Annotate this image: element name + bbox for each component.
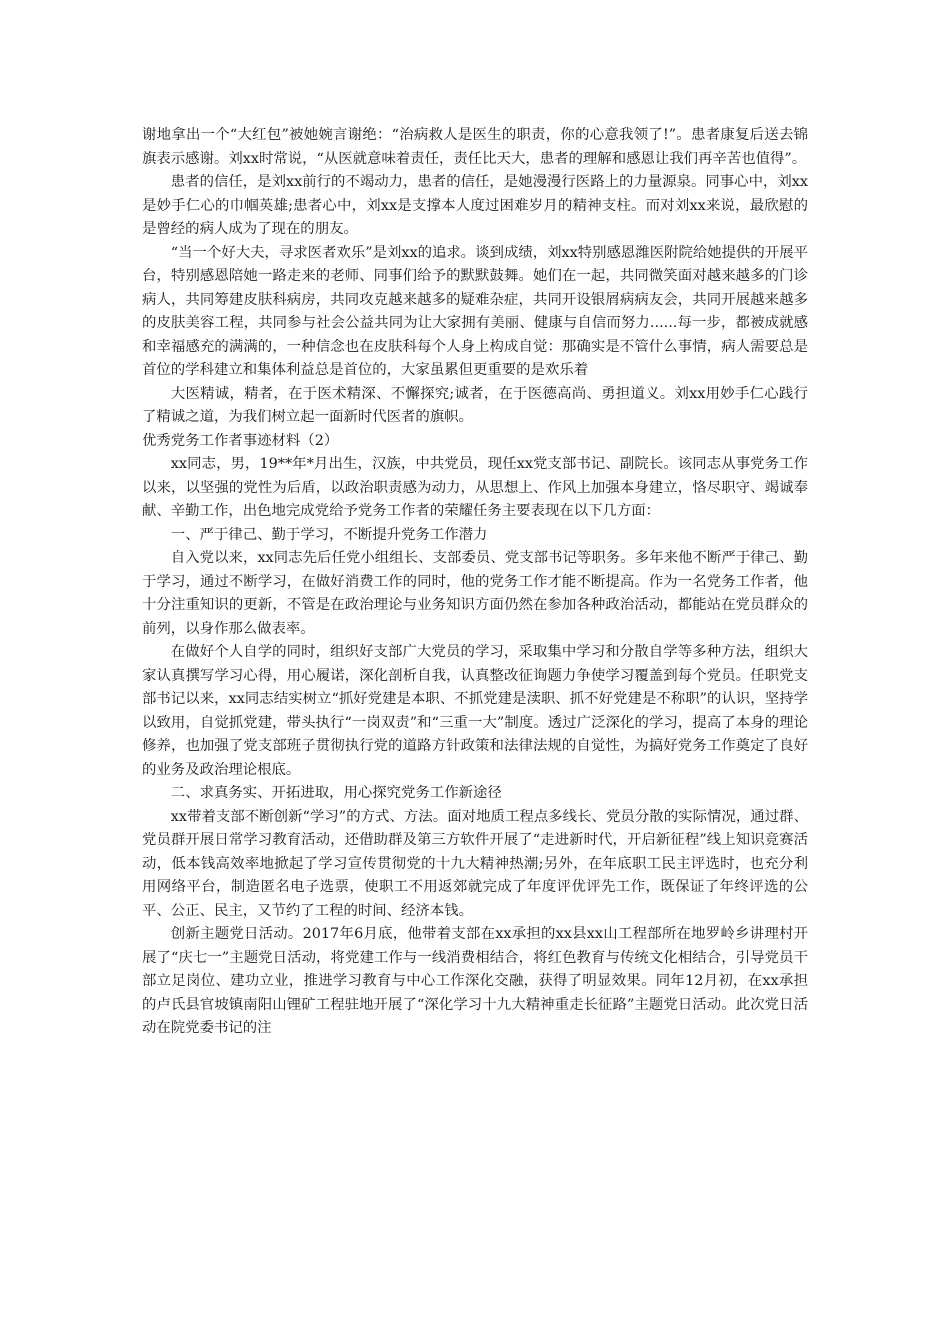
paragraph: “当一个好大夫，寻求医者欢乐”是刘xx的追求。谈到成绩，刘xx特别感恩潍医附院给她提供的开展平台，特别感恩陪她一路走来的老师、同事们给予的默默鼓舞。她们在一起，共同微笑面对越来越多的门诊病人，共同筹建皮肤科病房，共同攻克越来越多的疑难杂症，共同开设银屑病病友会，共同开展越来越多的皮肤美容工程，共同参与社会公益共同为让大家拥有美丽、健康与自信而努力......每一步，都被成就感和幸福感充的满满的，一种信念也在皮肤科每个人身上构成自觉：那确实是不管什么事情，病人需要总是首位的学科建立和集体利益总是首位的，大家虽累但更重要的是欢乐着 — [142, 244, 808, 378]
paragraph: 大医精诚，精者，在于医术精深、不懈探究;诚者，在于医德高尚、勇担道义。刘xx用妙手仁心践行了精诚之道，为我们树立起一面新时代医者的旗帜。 — [142, 385, 808, 425]
paragraph: 创新主题党日活动。2017年6月底，他带着支部在xx承担的xx县xx山工程部所在地罗岭乡讲理村开展了“庆七一”主题党日活动，将党建工作与一线消费相结合，将红色教育与传统文化相结合，引导党员干部立足岗位、建功立业，推进学习教育与中心工作深化交融，获得了明显效果。同年12月初，在xx承担的卢氏县官坡镇南阳山锂矿工程驻地开展了“深化学习十九大精神重走长征路”主题党日活动。此次党日活动在院党委书记的注 — [142, 926, 808, 1036]
paragraph: 在做好个人自学的同时，组织好支部广大党员的学习，采取集中学习和分散自学等多种方法，组织大家认真撰写学习心得，用心履诺，深化剖析自我，认真整改征询题力争使学习覆盖到每个党员。任职党支部书记以来，xx同志结实树立“抓好党建是本职、不抓党建是渎职、抓不好党建是不称职”的认识，坚持学以致用，自觉抓党建，带头执行“一岗双责”和“三重一大”制度。透过广泛深化的学习，提高了本身的理论修养，也加强了党支部班子贯彻执行党的道路方针政策和法律法规的自觉性，为搞好党务工作奠定了良好的业务及政治理论根底。 — [142, 644, 808, 778]
section-title: 优秀党务工作者事迹材料（2） — [142, 432, 339, 449]
paragraph: 患者的信任，是刘xx前行的不竭动力，患者的信任，是她漫漫行医路上的力量源泉。同事心中，刘xx是妙手仁心的巾帼英雄;患者心中，刘xx是支撑本人度过困难岁月的精神支柱。而对刘xx来说，最欣慰的是曾经的病人成为了现在的朋友。 — [142, 174, 808, 237]
subsection-heading: 二、求真务实、开拓进取，用心探究党务工作新途径 — [170, 785, 502, 801]
subsection-heading: 一、严于律己、勤于学习，不断提升党务工作潜力 — [170, 526, 488, 543]
paragraph: 自入党以来，xx同志先后任党小组组长、支部委员、党支部书记等职务。多年来他不断严于律己、勤于学习，通过不断学习，在做好消费工作的同时，他的党务工作才能不断提高。作为一名党务工作者，他十分注重知识的更新，不管是在政治理论与业务知识方面仍然在参加各种政治活动，都能站在党员群众的前列，以身作那么做表率。 — [142, 550, 808, 637]
paragraph: xx同志，男，19**年*月出生，汉族，中共党员，现任xx党支部书记、副院长。该同志从事党务工作以来，以坚强的党性为后盾，以政治职责感为动力，从思想上、作风上加强本身建立，恪尽职守、竭诚奉献、辛勤工作，出色地完成党给予党务工作者的荣耀任务主要表现在以下几方面： — [142, 456, 808, 519]
paragraph: xx带着支部不断创新“学习”的方式、方法。面对地质工程点多线长、党员分散的实际情况，通过群、党员群开展日常学习教育活动，还借助群及第三方软件开展了“走进新时代，开启新征程”线上知识竞赛活动，低本钱高效率地掀起了学习宣传贯彻党的十九大精神热潮;另外，在年底职工民主评选时，也充分利用网络平台，制造匿名电子选票，使职工不用返郊就完成了年度评优评先工作，既保证了年终评选的公平、公正、民主，又节约了工程的时间、经济本钱。 — [142, 808, 808, 919]
document-page — [142, 124, 808, 1041]
paragraph: 谢地拿出一个“大红包”被她婉言谢绝：“治病救人是医生的职责，你的心意我领了!”。患者康复后送去锦旗表示感谢。刘xx时常说，“从医就意味着责任，责任比天大，患者的理解和感恩让我们再辛苦也值得”。 — [142, 127, 808, 167]
